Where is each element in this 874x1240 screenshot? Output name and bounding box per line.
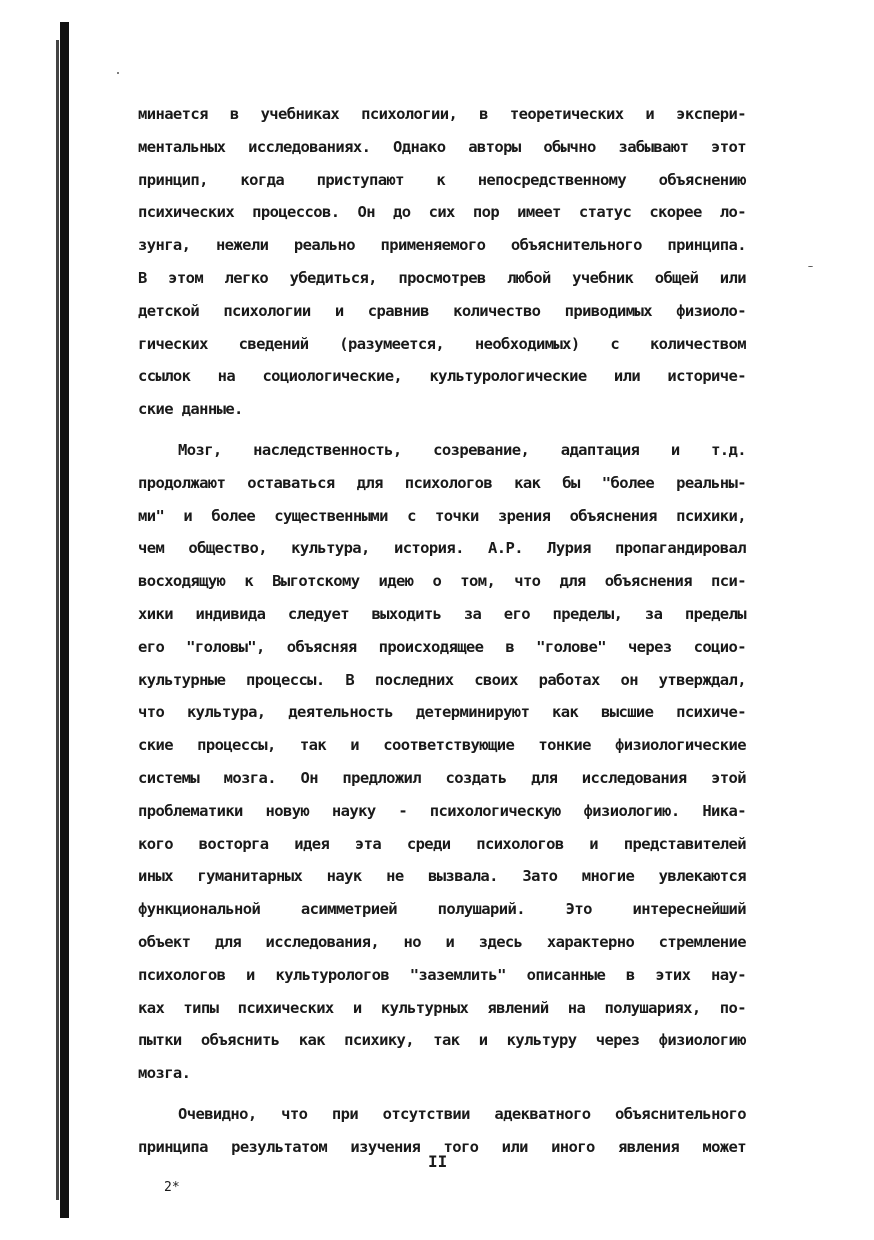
text-line: Мозг, наследственность, созревание, адаптация и т.д. <box>178 440 746 459</box>
text-line: принцип, когда приступают к непосредственному объяснению <box>138 170 746 189</box>
text-line: принципа результатом изучения того или иного явления может <box>138 1137 746 1156</box>
text-line: объект для исследования, но и здесь характерно стремление <box>138 932 746 951</box>
text-line: ские процессы, так и соответствующие тонкие физиологические <box>138 736 746 755</box>
text-line: В этом легко убедиться, просмотрев любой учебник общей или <box>138 268 746 287</box>
text-line: Очевидно, что при отсутствии адекватного объяснительного <box>178 1104 746 1123</box>
text-line: ментальных исследованиях. Однако авторы обычно забывают этот <box>138 137 746 156</box>
text-line: восходящую к Выготскому идею о том, что для объяснения пси- <box>138 572 746 591</box>
text-line: минается в учебниках психологии, в теоретических и экспери- <box>138 105 746 123</box>
binding-shadow <box>60 22 69 1218</box>
text-line: чем общество, культура, история. А.Р. Лурия пропагандировал <box>138 539 746 558</box>
text-line: иных гуманитарных наук не вызвала. Зато многие увлекаются <box>138 867 746 886</box>
text-line: его "головы", объясняя происходящее в "голове" через социо- <box>138 637 746 656</box>
scan-speck <box>117 72 119 74</box>
text-line: зунга, нежели реально применяемого объяснительного принципа. <box>138 236 746 255</box>
text-line: системы мозга. Он предложил создать для исследования этой <box>138 768 746 787</box>
sheet-signature-mark: 2* <box>164 1180 180 1195</box>
paragraph-gap <box>138 426 746 434</box>
scan-speck <box>808 266 813 267</box>
text-line: гических сведений (разумеется, необходимых) с количеством <box>138 334 746 353</box>
text-line: мозга. <box>138 1064 191 1083</box>
text-line: кого восторга идея эта среди психологов и представителей <box>138 834 746 853</box>
text-line: проблематики новую науку - психологическую физиологию. Ника- <box>138 801 746 820</box>
paragraph-gap <box>138 1090 746 1098</box>
text-line: психических процессов. Он до сих пор имеет статус скорее ло- <box>138 203 746 222</box>
text-line: детской психологии и сравнив количество приводимых физиоло- <box>138 301 746 320</box>
text-line: ские данные. <box>138 400 243 419</box>
binding-shadow-edge <box>56 40 59 1200</box>
text-line: ссылок на социологические, культурологические или историче- <box>138 367 746 386</box>
text-line: пытки объяснить как психику, так и культуру через физиологию <box>138 1031 746 1050</box>
text-line: продолжают оставаться для психологов как бы "более реальны- <box>138 473 746 492</box>
text-line: ках типы психических и культурных явлений на полушариях, по- <box>138 998 746 1017</box>
text-line: культурные процессы. В последних своих работах он утверждал, <box>138 670 746 689</box>
text-line: психологов и культурологов "заземлить" описанные в этих нау- <box>138 965 746 984</box>
text-line: хики индивида следует выходить за его пределы, за пределы <box>138 604 746 623</box>
body-text <box>138 98 746 1164</box>
text-line: что культура, деятельность детерминируют как высшие психиче- <box>138 703 746 722</box>
text-line: функциональной асимметрией полушарий. Это интереснейший <box>138 900 746 919</box>
text-line: ми" и более существенными с точки зрения объяснения психики, <box>138 506 746 525</box>
page-number: II <box>428 1152 448 1171</box>
